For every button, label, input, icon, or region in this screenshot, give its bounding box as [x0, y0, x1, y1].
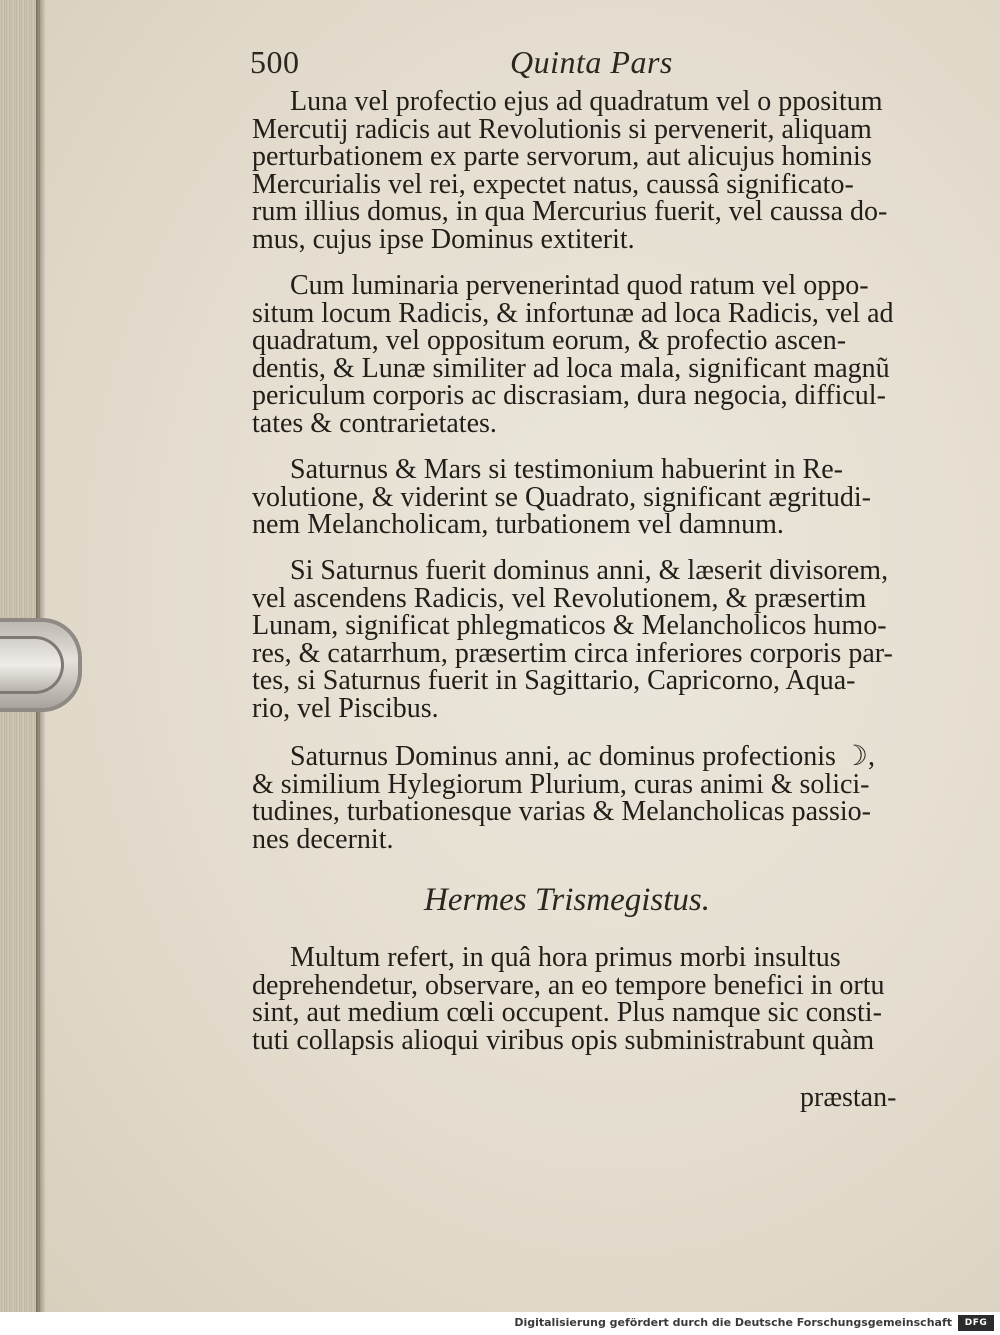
paragraph-5 [252, 743, 907, 853]
paragraph-3 [252, 456, 907, 539]
section-paragraph [252, 944, 907, 1054]
text-line: Saturnus & Mars si testimonium habuerint in Re- [290, 454, 843, 485]
text-line: res, & catarrhum, præsertim circa inferiores corporis par- [252, 637, 893, 669]
text-line: mus, cujus ipse Dominus extiterit. [252, 223, 635, 255]
paragraph-1 [252, 88, 907, 253]
text-line: & similium Hylegiorum Plurium, curas animi & solici- [252, 768, 870, 800]
text-line: nes decernit. [252, 823, 394, 855]
dfg-logo-icon: DFG [958, 1315, 994, 1331]
text-line: tudines, turbationesque varias & Melancholicas passio- [252, 796, 871, 827]
paragraph-4 [252, 557, 907, 722]
text-line: Lunam, significat phlegmaticos & Melancholicos humo- [252, 610, 887, 641]
running-title: Quinta Pars [510, 44, 673, 80]
text-line: periculum corporis ac discrasiam, dura negocia, difficul- [252, 380, 886, 411]
text-line: rum illius domus, in qua Mercurius fuerit, vel caussa do- [252, 196, 888, 227]
text-line: sint, aut medium cœli occupent. Plus namque sic consti- [252, 997, 882, 1028]
text-line: Mercurialis vel rei, expectet natus, caussâ significato- [252, 168, 854, 200]
text-line: vel ascendens Radicis, vel Revolutionem, & præsertim [252, 582, 867, 614]
text-line: Multum refert, in quâ hora primus morbi insultus [290, 942, 841, 973]
text-line: situm locum Radicis, & infortunæ ad loca Radicis, vel ad [252, 297, 894, 329]
funding-credit: Digitalisierung gefördert durch die Deutsche Forschungsgemeinschaft [514, 1316, 952, 1329]
text-line: perturbationem ex parte servorum, aut alicujus hominis [252, 141, 872, 172]
text-line: nem Melancholicam, turbationem vel damnum. [252, 509, 784, 540]
footer-bar [0, 1312, 1000, 1335]
text-line: dentis, & Lunæ similiter ad loca mala, significant magnũ [252, 352, 890, 384]
text-line: volutione, & viderint se Quadrato, significant ægritudi- [252, 481, 871, 513]
paragraph-2 [252, 272, 907, 437]
text-line: rio, vel Piscibus. [252, 692, 439, 724]
text-line: deprehendetur, observare, an eo tempore benefici in ortu [252, 969, 885, 1001]
page-number: 500 [250, 44, 300, 80]
text-line: quadratum, vel oppositum eorum, & profectio ascen- [252, 325, 847, 356]
text-line: Si Saturnus fuerit dominus anni, & læserit divisorem, [290, 555, 889, 586]
catchword: præstan- [800, 1082, 897, 1113]
text-line: Luna vel profectio ejus ad quadratum vel o ppositum [290, 86, 883, 117]
text-line: tates & contrarietates. [252, 407, 497, 439]
paper-clip-inner-loop [0, 636, 64, 694]
paper-clip-icon [0, 618, 82, 712]
text-line: Cum luminaria pervenerintad quod ratum vel oppo- [290, 270, 869, 301]
text-line: tuti collapsis alioqui viribus opis subministrabunt quàm [252, 1024, 875, 1056]
section-heading: Hermes Trismegistus. [424, 882, 711, 918]
text-line: Mercutij radicis aut Revolutionis si pervenerit, aliquam [252, 113, 872, 145]
text-line: tes, si Saturnus fuerit in Sagittario, Capricorno, Aqua- [252, 665, 856, 696]
text-line: Saturnus Dominus anni, ac dominus profectionis ☽, [290, 741, 876, 772]
